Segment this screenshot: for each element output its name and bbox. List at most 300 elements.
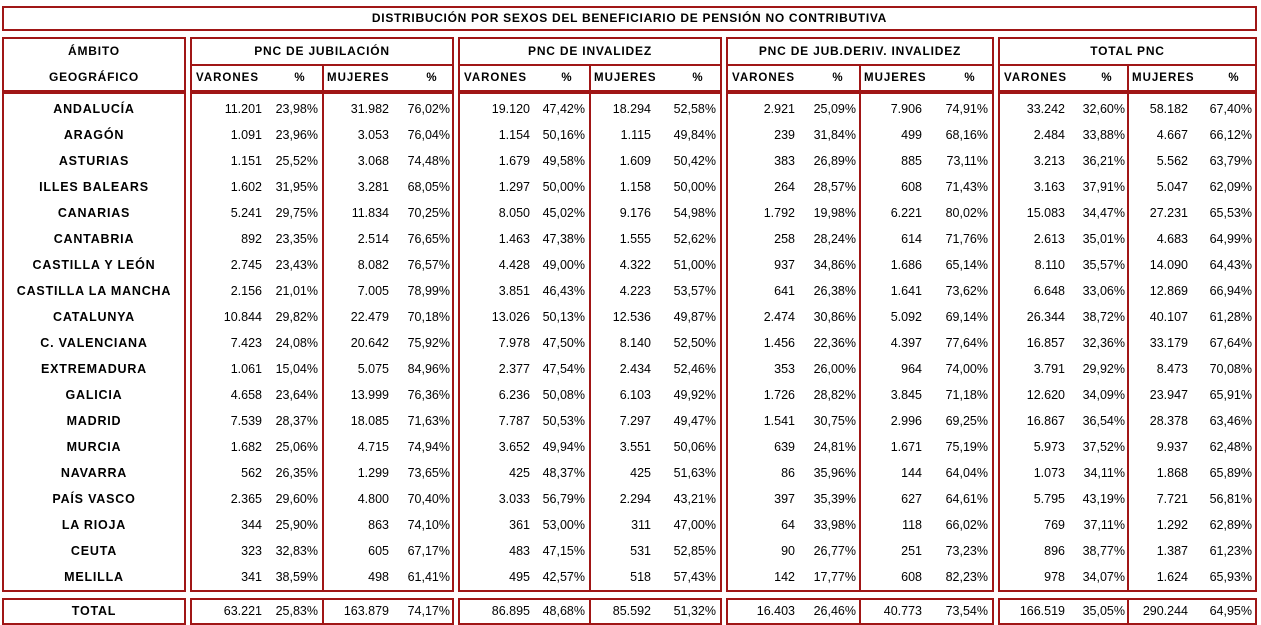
mujeres-count: 290.244 xyxy=(1142,603,1188,618)
mujeres-pct: 51,00% xyxy=(673,258,716,272)
group-header-label: PNC DE JUB.DERIV. INVALIDEZ xyxy=(758,43,962,58)
mujeres-header: MUJERES xyxy=(864,72,927,84)
mujeres-pct: 67,64% xyxy=(1209,336,1252,350)
varones-count: 33.242 xyxy=(1026,102,1065,116)
varones-count: 16.857 xyxy=(1026,336,1065,350)
varones-pct: 31,95% xyxy=(275,180,318,194)
varones-pct: 30,75% xyxy=(813,414,856,428)
varones-count: 483 xyxy=(509,544,530,558)
varones-count: 937 xyxy=(774,258,795,272)
varones-count: 1.297 xyxy=(498,180,530,194)
mujeres-count: 425 xyxy=(630,466,651,480)
varones-count: 19.120 xyxy=(491,102,530,116)
mujeres-count: 9.176 xyxy=(619,206,651,220)
mujeres-count: 1.115 xyxy=(620,128,651,142)
varones-count: 769 xyxy=(1044,518,1065,532)
varones-pct: 26,89% xyxy=(813,154,856,168)
varones-count: 353 xyxy=(774,362,795,376)
mujeres-count: 4.800 xyxy=(357,492,389,506)
varones-count: 978 xyxy=(1044,570,1065,584)
varones-pct: 26,46% xyxy=(813,603,856,618)
mujeres-count: 608 xyxy=(901,570,922,584)
varones-pct: 21,01% xyxy=(275,284,318,298)
varones-count: 86.895 xyxy=(491,603,530,618)
mujeres-count: 7.906 xyxy=(890,102,922,116)
varones-count: 7.539 xyxy=(230,414,262,428)
mujeres-pct: 64,43% xyxy=(1209,258,1252,272)
total-row-label: TOTAL xyxy=(71,603,117,618)
mujeres-count: 6.103 xyxy=(619,388,651,402)
table-row-label: GALICIA xyxy=(65,388,123,402)
mujeres-count: 12.536 xyxy=(612,310,651,324)
mujeres-pct: 66,94% xyxy=(1209,284,1252,298)
mujeres-pct: 49,92% xyxy=(673,388,716,402)
mujeres-pct: 69,14% xyxy=(945,310,988,324)
varones-count: 7.978 xyxy=(498,336,530,350)
varones-count: 3.213 xyxy=(1033,154,1065,168)
mujeres-count: 1.158 xyxy=(619,180,651,194)
mujeres-pct: 65,91% xyxy=(1209,388,1252,402)
mujeres-header: MUJERES xyxy=(327,72,390,84)
varones-pct: 30,86% xyxy=(813,310,856,324)
mujeres-count: 3.281 xyxy=(357,180,389,194)
mujeres-pct: 71,43% xyxy=(945,180,988,194)
varones-pct: 33,98% xyxy=(813,518,856,532)
mujeres-pct: 73,23% xyxy=(945,544,988,558)
mujeres-count: 4.322 xyxy=(619,258,651,272)
mujeres-count: 3.053 xyxy=(357,128,389,142)
mujeres-pct: 73,65% xyxy=(407,466,450,480)
varones-pct: 53,00% xyxy=(542,518,585,532)
varones-pct: 42,57% xyxy=(542,570,585,584)
table-row-label: MADRID xyxy=(66,414,122,428)
varones-pct: 31,84% xyxy=(813,128,856,142)
varones-header: VARONES xyxy=(732,72,796,84)
mujeres-count: 58.182 xyxy=(1149,102,1188,116)
varones-pct: 46,43% xyxy=(542,284,585,298)
mujeres-count: 7.721 xyxy=(1156,492,1188,506)
mujeres-count: 118 xyxy=(902,518,922,532)
varones-count: 1.154 xyxy=(498,128,530,142)
mujeres-pct: 76,65% xyxy=(407,232,450,246)
varones-count: 26.344 xyxy=(1026,310,1065,324)
mujeres-count: 518 xyxy=(630,570,651,584)
mujeres-count: 11.834 xyxy=(351,206,389,220)
varones-pct: 49,94% xyxy=(542,440,585,454)
varones-count: 6.648 xyxy=(1033,284,1065,298)
mujeres-pct: 52,85% xyxy=(673,544,716,558)
varones-pct: 24,81% xyxy=(813,440,856,454)
mujeres-pct: 63,79% xyxy=(1209,154,1252,168)
mujeres-count: 8.473 xyxy=(1156,362,1188,376)
mujeres-pct: 74,91% xyxy=(945,102,988,116)
mujeres-pct: 65,53% xyxy=(1209,206,1252,220)
varones-count: 8.050 xyxy=(498,206,530,220)
varones-pct: 47,15% xyxy=(542,544,585,558)
table-row-label: EXTREMADURA xyxy=(40,362,148,376)
varones-pct: 34,11% xyxy=(1083,466,1125,480)
ambito-label: ÁMBITO xyxy=(68,43,120,58)
varones-pct: 45,02% xyxy=(542,206,585,220)
varones-pct: 38,59% xyxy=(275,570,318,584)
mujeres-count: 22.479 xyxy=(350,310,389,324)
mujeres-header: MUJERES xyxy=(594,72,657,84)
varones-pct: 36,21% xyxy=(1082,154,1125,168)
varones-pct: 35,01% xyxy=(1082,232,1125,246)
varones-pct: 50,08% xyxy=(542,388,585,402)
geografico-label: GEOGRÁFICO xyxy=(48,70,139,84)
mujeres-count: 498 xyxy=(368,570,389,584)
varones-count: 1.073 xyxy=(1033,466,1065,480)
varones-header: VARONES xyxy=(464,72,528,84)
mujeres-count: 1.624 xyxy=(1156,570,1188,584)
varones-count: 90 xyxy=(781,544,795,558)
mujeres-pct: 84,96% xyxy=(407,362,450,376)
mujeres-pct: 64,99% xyxy=(1209,232,1252,246)
mujeres-count: 18.294 xyxy=(612,102,651,116)
varones-pct: 25,83% xyxy=(275,603,318,618)
mujeres-count: 5.047 xyxy=(1156,180,1188,194)
varones-count: 4.428 xyxy=(498,258,530,272)
varones-pct: 56,79% xyxy=(542,492,585,506)
varones-count: 12.620 xyxy=(1026,388,1065,402)
varones-count: 2.156 xyxy=(230,284,262,298)
mujeres-count: 863 xyxy=(368,518,389,532)
varones-header: VARONES xyxy=(196,72,260,84)
varones-count: 495 xyxy=(509,570,530,584)
mujeres-pct: 71,18% xyxy=(945,388,988,402)
mujeres-count: 23.947 xyxy=(1149,388,1188,402)
mujeres-count: 1.299 xyxy=(357,466,389,480)
mujeres-pct: 73,11% xyxy=(946,154,988,168)
varones-pct: 28,57% xyxy=(813,180,856,194)
mujeres-pct: 65,14% xyxy=(945,258,988,272)
varones-count: 7.787 xyxy=(498,414,530,428)
varones-count: 5.973 xyxy=(1033,440,1065,454)
mujeres-count: 3.068 xyxy=(357,154,389,168)
mujeres-pct: 71,63% xyxy=(407,414,450,428)
varones-count: 1.151 xyxy=(230,154,262,168)
mujeres-count: 20.642 xyxy=(350,336,389,350)
mujeres-count: 40.773 xyxy=(883,603,922,618)
varones-count: 5.795 xyxy=(1033,492,1065,506)
mujeres-pct: 71,76% xyxy=(945,232,988,246)
varones-count: 1.682 xyxy=(230,440,262,454)
varones-header: VARONES xyxy=(1004,72,1068,84)
varones-count: 896 xyxy=(1044,544,1065,558)
varones-count: 2.613 xyxy=(1033,232,1065,246)
pct-header: % xyxy=(1101,72,1113,84)
mujeres-pct: 77,64% xyxy=(945,336,988,350)
varones-pct: 35,39% xyxy=(813,492,856,506)
mujeres-count: 614 xyxy=(901,232,922,246)
mujeres-count: 885 xyxy=(901,154,922,168)
varones-count: 1.061 xyxy=(230,362,262,376)
varones-pct: 37,91% xyxy=(1082,180,1125,194)
pct-header: % xyxy=(561,72,573,84)
varones-count: 1.091 xyxy=(230,128,262,142)
mujeres-count: 1.292 xyxy=(1156,518,1188,532)
mujeres-pct: 52,62% xyxy=(673,232,716,246)
mujeres-count: 2.434 xyxy=(619,362,651,376)
mujeres-pct: 54,98% xyxy=(673,206,716,220)
mujeres-count: 5.562 xyxy=(1156,154,1188,168)
mujeres-pct: 70,18% xyxy=(407,310,450,324)
varones-pct: 32,36% xyxy=(1082,336,1125,350)
mujeres-count: 28.378 xyxy=(1149,414,1188,428)
mujeres-count: 3.845 xyxy=(890,388,922,402)
mujeres-count: 531 xyxy=(630,544,651,558)
page-title: DISTRIBUCIÓN POR SEXOS DEL BENEFICIARIO DE PENSIÓN NO CONTRIBUTIVA xyxy=(371,11,888,25)
mujeres-pct: 76,04% xyxy=(407,128,450,142)
varones-pct: 26,38% xyxy=(813,284,856,298)
mujeres-pct: 68,05% xyxy=(407,180,450,194)
mujeres-count: 1.387 xyxy=(1156,544,1188,558)
mujeres-count: 605 xyxy=(368,544,389,558)
mujeres-pct: 76,02% xyxy=(407,102,450,116)
varones-count: 15.083 xyxy=(1026,206,1065,220)
varones-pct: 26,77% xyxy=(813,544,856,558)
table-row-label: MELILLA xyxy=(64,570,124,584)
mujeres-count: 18.085 xyxy=(350,414,389,428)
varones-pct: 25,52% xyxy=(275,154,318,168)
table-row-label: ILLES BALEARS xyxy=(39,180,149,194)
varones-pct: 26,35% xyxy=(275,466,318,480)
table-row-label: CASTILLA LA MANCHA xyxy=(16,284,172,298)
varones-count: 361 xyxy=(509,518,530,532)
mujeres-pct: 75,92% xyxy=(407,336,450,350)
mujeres-pct: 68,16% xyxy=(945,128,988,142)
varones-count: 1.792 xyxy=(763,206,795,220)
sub-header-divider xyxy=(589,64,591,92)
varones-count: 6.236 xyxy=(498,388,530,402)
varones-count: 3.851 xyxy=(498,284,530,298)
varones-count: 166.519 xyxy=(1019,603,1065,618)
table-row-label: ASTURIAS xyxy=(58,154,130,168)
varones-count: 562 xyxy=(241,466,262,480)
table-row-label: CEUTA xyxy=(70,544,118,558)
varones-count: 425 xyxy=(509,466,530,480)
mujeres-pct: 74,00% xyxy=(945,362,988,376)
varones-pct: 38,77% xyxy=(1082,544,1125,558)
table-row-label: NAVARRA xyxy=(60,466,128,480)
varones-count: 2.745 xyxy=(230,258,262,272)
mujeres-count: 4.223 xyxy=(619,284,651,298)
mujeres-pct: 74,48% xyxy=(407,154,450,168)
mujeres-pct: 70,08% xyxy=(1209,362,1252,376)
mujeres-pct: 52,46% xyxy=(673,362,716,376)
mujeres-count: 499 xyxy=(901,128,922,142)
mujeres-pct: 50,00% xyxy=(673,180,716,194)
varones-count: 1.463 xyxy=(498,232,530,246)
mujeres-pct: 82,23% xyxy=(945,570,988,584)
varones-count: 63.221 xyxy=(223,603,262,618)
varones-pct: 50,53% xyxy=(542,414,585,428)
varones-pct: 29,75% xyxy=(275,206,318,220)
mujeres-count: 27.231 xyxy=(1149,206,1188,220)
sub-header-divider xyxy=(859,64,861,92)
mujeres-pct: 78,99% xyxy=(407,284,450,298)
mujeres-count: 3.551 xyxy=(619,440,651,454)
varones-pct: 49,00% xyxy=(542,258,585,272)
varones-count: 4.658 xyxy=(230,388,262,402)
varones-count: 1.541 xyxy=(763,414,795,428)
mujeres-count: 14.090 xyxy=(1149,258,1188,272)
table-row-label: CANTABRIA xyxy=(53,232,135,246)
mujeres-count: 7.005 xyxy=(357,284,389,298)
pct-header: % xyxy=(1228,72,1240,84)
mujeres-pct: 50,06% xyxy=(673,440,716,454)
varones-pct: 28,82% xyxy=(813,388,856,402)
varones-pct: 29,60% xyxy=(275,492,318,506)
mujeres-pct: 62,09% xyxy=(1209,180,1252,194)
varones-pct: 47,38% xyxy=(542,232,585,246)
mujeres-pct: 74,94% xyxy=(407,440,450,454)
mujeres-pct: 49,47% xyxy=(673,414,716,428)
varones-pct: 34,47% xyxy=(1082,206,1125,220)
sub-header-divider xyxy=(1127,64,1129,92)
varones-pct: 32,83% xyxy=(275,544,318,558)
table-row-label: CASTILLA Y LEÓN xyxy=(32,258,156,272)
varones-count: 2.365 xyxy=(230,492,262,506)
varones-pct: 35,05% xyxy=(1082,603,1125,618)
mujeres-pct: 43,21% xyxy=(673,492,716,506)
varones-count: 397 xyxy=(774,492,795,506)
mujeres-pct: 50,42% xyxy=(673,154,716,168)
varones-count: 2.484 xyxy=(1033,128,1065,142)
varones-count: 264 xyxy=(774,180,795,194)
mujeres-count: 85.592 xyxy=(612,603,651,618)
mujeres-pct: 61,41% xyxy=(407,570,450,584)
varones-pct: 50,00% xyxy=(542,180,585,194)
mujeres-pct: 65,89% xyxy=(1209,466,1252,480)
mujeres-pct: 53,57% xyxy=(673,284,716,298)
varones-count: 2.921 xyxy=(763,102,795,116)
varones-count: 1.726 xyxy=(763,388,795,402)
mujeres-count: 1.671 xyxy=(890,440,922,454)
varones-count: 8.110 xyxy=(1034,258,1065,272)
mujeres-count: 608 xyxy=(901,180,922,194)
mujeres-pct: 70,40% xyxy=(407,492,450,506)
mujeres-count: 8.082 xyxy=(357,258,389,272)
varones-count: 1.456 xyxy=(763,336,795,350)
mujeres-count: 12.869 xyxy=(1149,284,1188,298)
mujeres-count: 4.667 xyxy=(1156,128,1188,142)
table-row-label: C. VALENCIANA xyxy=(40,336,148,350)
varones-pct: 33,88% xyxy=(1082,128,1125,142)
mujeres-pct: 76,36% xyxy=(407,388,450,402)
varones-count: 258 xyxy=(774,232,795,246)
varones-count: 3.033 xyxy=(498,492,530,506)
varones-count: 344 xyxy=(241,518,262,532)
varones-count: 3.791 xyxy=(1033,362,1065,376)
varones-count: 13.026 xyxy=(491,310,530,324)
mujeres-count: 311 xyxy=(631,518,651,532)
mujeres-pct: 49,84% xyxy=(673,128,716,142)
varones-pct: 15,04% xyxy=(275,362,318,376)
table-row-label: ARAGÓN xyxy=(63,128,125,142)
mujeres-count: 2.996 xyxy=(890,414,922,428)
mujeres-pct: 76,57% xyxy=(407,258,450,272)
mujeres-pct: 51,63% xyxy=(673,466,716,480)
mujeres-count: 40.107 xyxy=(1149,310,1188,324)
varones-pct: 37,11% xyxy=(1083,518,1125,532)
varones-count: 11.201 xyxy=(224,102,262,116)
varones-pct: 49,58% xyxy=(542,154,585,168)
mujeres-pct: 64,04% xyxy=(945,466,988,480)
mujeres-pct: 52,58% xyxy=(673,102,716,116)
varones-count: 2.377 xyxy=(498,362,530,376)
varones-count: 64 xyxy=(781,518,795,532)
mujeres-pct: 75,19% xyxy=(945,440,988,454)
varones-pct: 23,96% xyxy=(275,128,318,142)
varones-pct: 47,42% xyxy=(542,102,585,116)
mujeres-pct: 67,17% xyxy=(407,544,450,558)
mujeres-pct: 66,02% xyxy=(945,518,988,532)
mujeres-count: 7.297 xyxy=(619,414,651,428)
varones-pct: 24,08% xyxy=(275,336,318,350)
mujeres-count: 5.075 xyxy=(357,362,389,376)
varones-count: 3.652 xyxy=(498,440,530,454)
mujeres-pct: 67,40% xyxy=(1209,102,1252,116)
mujeres-count: 964 xyxy=(901,362,922,376)
mujeres-pct: 52,50% xyxy=(673,336,716,350)
varones-pct: 36,54% xyxy=(1082,414,1125,428)
mujeres-pct: 73,62% xyxy=(945,284,988,298)
table-row-label: CANARIAS xyxy=(57,206,131,220)
varones-count: 2.474 xyxy=(763,310,795,324)
mujeres-count: 31.982 xyxy=(350,102,389,116)
varones-count: 16.867 xyxy=(1026,414,1065,428)
mujeres-count: 13.999 xyxy=(350,388,389,402)
mujeres-count: 1.868 xyxy=(1156,466,1188,480)
mujeres-pct: 74,10% xyxy=(407,518,450,532)
mujeres-count: 2.514 xyxy=(357,232,389,246)
varones-count: 86 xyxy=(781,466,795,480)
table-row-label: ANDALUCÍA xyxy=(53,102,135,116)
varones-pct: 32,60% xyxy=(1082,102,1125,116)
varones-count: 5.241 xyxy=(230,206,262,220)
mujeres-count: 4.715 xyxy=(357,440,389,454)
mujeres-pct: 64,61% xyxy=(945,492,988,506)
varones-pct: 43,19% xyxy=(1082,492,1125,506)
varones-pct: 25,90% xyxy=(275,518,318,532)
varones-pct: 17,77% xyxy=(813,570,856,584)
varones-count: 383 xyxy=(774,154,795,168)
varones-pct: 50,16% xyxy=(542,128,585,142)
mujeres-pct: 64,95% xyxy=(1209,603,1252,618)
mujeres-pct: 57,43% xyxy=(673,570,716,584)
varones-pct: 47,50% xyxy=(542,336,585,350)
varones-pct: 29,82% xyxy=(275,310,318,324)
mujeres-count: 4.683 xyxy=(1156,232,1188,246)
group-header-label: PNC DE JUBILACIÓN xyxy=(254,43,390,58)
mujeres-count: 9.937 xyxy=(1156,440,1188,454)
pct-header: % xyxy=(964,72,976,84)
mujeres-count: 4.397 xyxy=(890,336,922,350)
varones-pct: 35,96% xyxy=(813,466,856,480)
sub-header-divider xyxy=(322,64,324,92)
varones-pct: 38,72% xyxy=(1082,310,1125,324)
varones-pct: 35,57% xyxy=(1082,258,1125,272)
mujeres-pct: 70,25% xyxy=(407,206,450,220)
mujeres-count: 627 xyxy=(901,492,922,506)
mujeres-header: MUJERES xyxy=(1132,72,1195,84)
varones-pct: 22,36% xyxy=(813,336,856,350)
varones-count: 239 xyxy=(774,128,795,142)
mujeres-count: 1.609 xyxy=(619,154,651,168)
mujeres-count: 33.179 xyxy=(1149,336,1188,350)
